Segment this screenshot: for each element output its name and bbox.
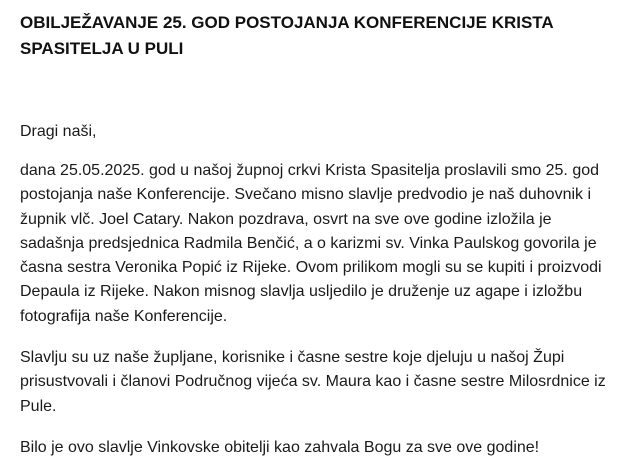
paragraph-3: Bilo je ovo slavlje Vinkovske obitelji kao zahvala Bogu za sve ove godine! [20, 438, 540, 456]
document-title: OBILJEŽAVANJE 25. GOD POSTOJANJA KONFERENCIJE KRISTA SPASITELJA U PULI [20, 13, 554, 58]
paragraph-2: Slavlju su uz naše župljane, korisnike i časne sestre koje djeluju u našoj Župi prisustvovali i članovi Područnog vijeća sv. Maura kao i časne sestre Milosrdnice iz Pule. [20, 349, 606, 415]
paragraph-1: dana 25.05.2025. god u našoj župnoj crkvi Krista Spasitelja proslavili smo 25. god postojanja naše Konferencije. Svečano misno slavlje predvodio je naš duhovnik i župnik vlč. Joel Catary. Nakon pozdrava, osvrt na sve ove godine izložila je sadašnja predsjednica Radmila Benčić, a o karizmi sv. Vinka Paulskog govorila je časna sestra Veronika Popić iz Rijeke. Ovom prilikom mogli su se kupiti i proizvodi Depaula iz Rijeke. Nakon misnog slavlja usljedilo je druženje uz agape i izložbu fotografija naše Konferencije. [20, 162, 602, 325]
greeting: Dragi naši, [20, 123, 97, 140]
document [20, 10, 618, 460]
